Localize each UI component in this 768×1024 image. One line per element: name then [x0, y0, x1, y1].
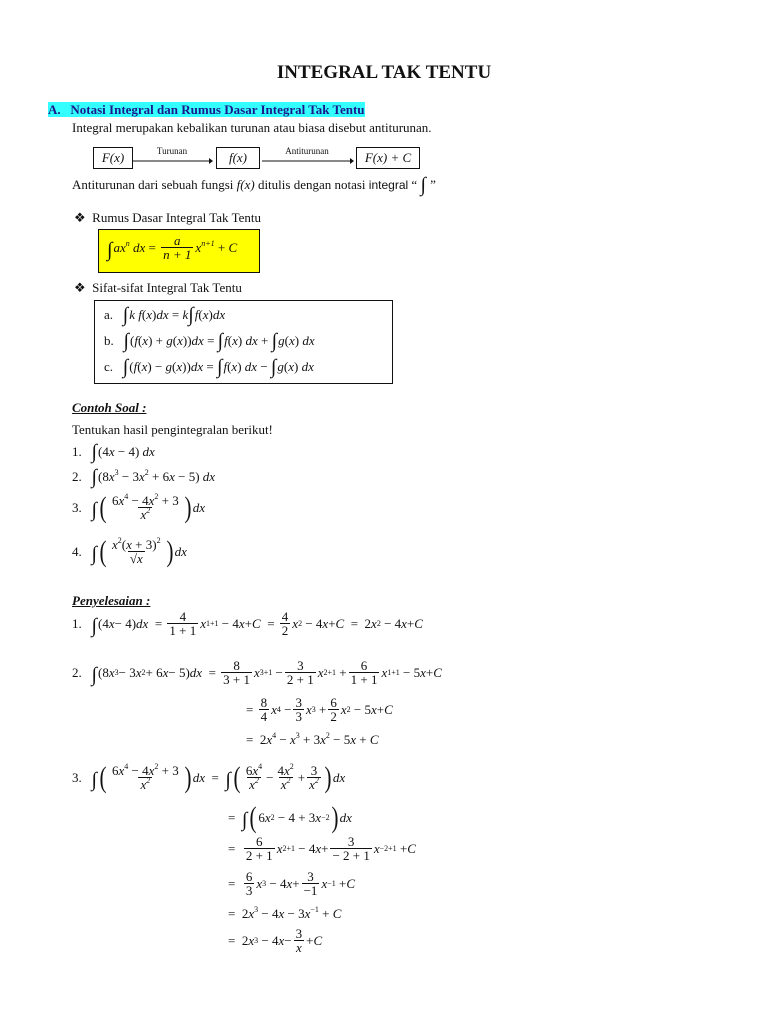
solusi-3-line-3: = $\frac{6}{2 + 1}$ x 2+1 − 4 x + $\frac{3}{- 2 + 1}$ x −2+1 + C — [228, 834, 416, 863]
sifat-item-b: b. ∫(f(x) + g(x))dx = ∫f(x) dx + ∫g(x) dx — [104, 330, 315, 352]
solusi-2-line-2: = $\frac{8}{4}$ x 4 − $\frac{3}{3}$ x 3 + $\frac{6}{2}$ x 2 − 5 x + C — [246, 695, 393, 724]
solusi-2-line-1: 2. ∫ (8 x 3 − 3 x 2 + 6 x − 5) dx = $\frac{8}{3 + 1}$ x 3+1 − $\frac{3}{2 + 1}$ x 2+1 + $\frac{6}{1 + 1}$ x 1+1 − 5 x + C — [72, 658, 442, 687]
sifat-heading: ❖ Sifat-sifat Integral Tak Tentu — [74, 280, 242, 295]
section-a-label: A. — [48, 102, 61, 117]
flow-arrow-turunan: Turunan — [131, 146, 213, 168]
contoh-4: 4. ∫ ( $\frac{x^2(x + 3)^2}{√x}$ ) dx — [72, 534, 187, 568]
solusi-3-line-6: = 2 x 3 − 4 x − $\frac{3}{x}$ + C — [228, 926, 323, 955]
contoh-heading: Contoh Soal : — [72, 400, 147, 415]
contoh-3: 3. ∫ ( $\frac{6x^4 - 4x^2 + 3}{x^2}$ ) dx — [72, 490, 206, 524]
sifat-item-c: c. ∫(f(x) − g(x))dx = ∫f(x) dx − ∫g(x) dx — [104, 356, 314, 378]
flow-box-Fx: F(x) — [93, 147, 133, 169]
contoh-2: 2. $\int(8x^3 - 3x^2 + 6x - 5)$ dx — [72, 466, 216, 488]
section-a-heading — [48, 102, 365, 118]
page-title: INTEGRAL TAK TENTU — [276, 62, 492, 83]
solusi-3-line-4: = $\frac{6}{3}$ x 3 − 4 x + $\frac{3}{-1}$ x −1 + C — [228, 869, 355, 898]
notation-line: Antiturunan dari sebuah fungsi f(x) ditulis dengan notasi integral “ ∫ ” — [72, 174, 436, 196]
solusi-3-line-2: = ∫ ( 6 x 2 − 4 + 3 x −2 ) dx — [228, 801, 352, 834]
contoh-instruction: Tentukan hasil pengintegralan berikut! — [72, 422, 273, 437]
rumus-formula-box: ∫ $ax^n$ dx = $\frac{a}{n + 1}$ $x^{n+1}$ + C — [98, 229, 260, 273]
flow-box-Fx-plus-C: F(x) + C — [356, 147, 420, 169]
solusi-3-line-5: = $2x^3 - 4x - 3x^{-1} + C$ — [228, 905, 342, 921]
solusi-1: 1. ∫ (4 x − 4) dx = $\frac{4}{1 + 1}$ x 1+1 − 4 x + C = $\frac{4}{2}$ x 2 − 4 x + C = 2 x 2 − 4 x + C — [72, 609, 423, 638]
section-a-title: Notasi Integral dan Rumus Dasar Integral Tak Tentu — [70, 102, 365, 117]
diamond-bullet-icon: ❖ — [74, 210, 86, 225]
solusi-3-line-1: 3. ∫ ( $\frac{6x^4 - 4x^2 + 3}{x^2}$ ) dx = ∫ ( $\frac{6x^4}{x^2}$ − $\frac{4x^2}{x^2}$ + $\frac{3}{x^2}$ ) dx — [72, 760, 346, 794]
flow-box-fx: f(x) — [216, 147, 260, 169]
diamond-bullet-icon: ❖ — [74, 280, 86, 295]
rumus-heading: ❖ Rumus Dasar Integral Tak Tentu — [74, 210, 261, 225]
solusi-2-line-3: = $2x^4 - x^3 + 3x^2 - 5x + C$ — [246, 731, 379, 747]
section-a-intro: Integral merupakan kebalikan turunan atau biasa disebut antiturunan. — [72, 120, 432, 135]
sifat-item-a: a. ∫k f(x)dx = k∫f(x)dx — [104, 304, 226, 326]
penyelesaian-heading: Penyelesaian : — [72, 593, 151, 608]
contoh-1: 1. ∫(4x − 4) dx — [72, 441, 155, 463]
flow-arrow-antiturunan: Antiturunan — [260, 146, 354, 168]
